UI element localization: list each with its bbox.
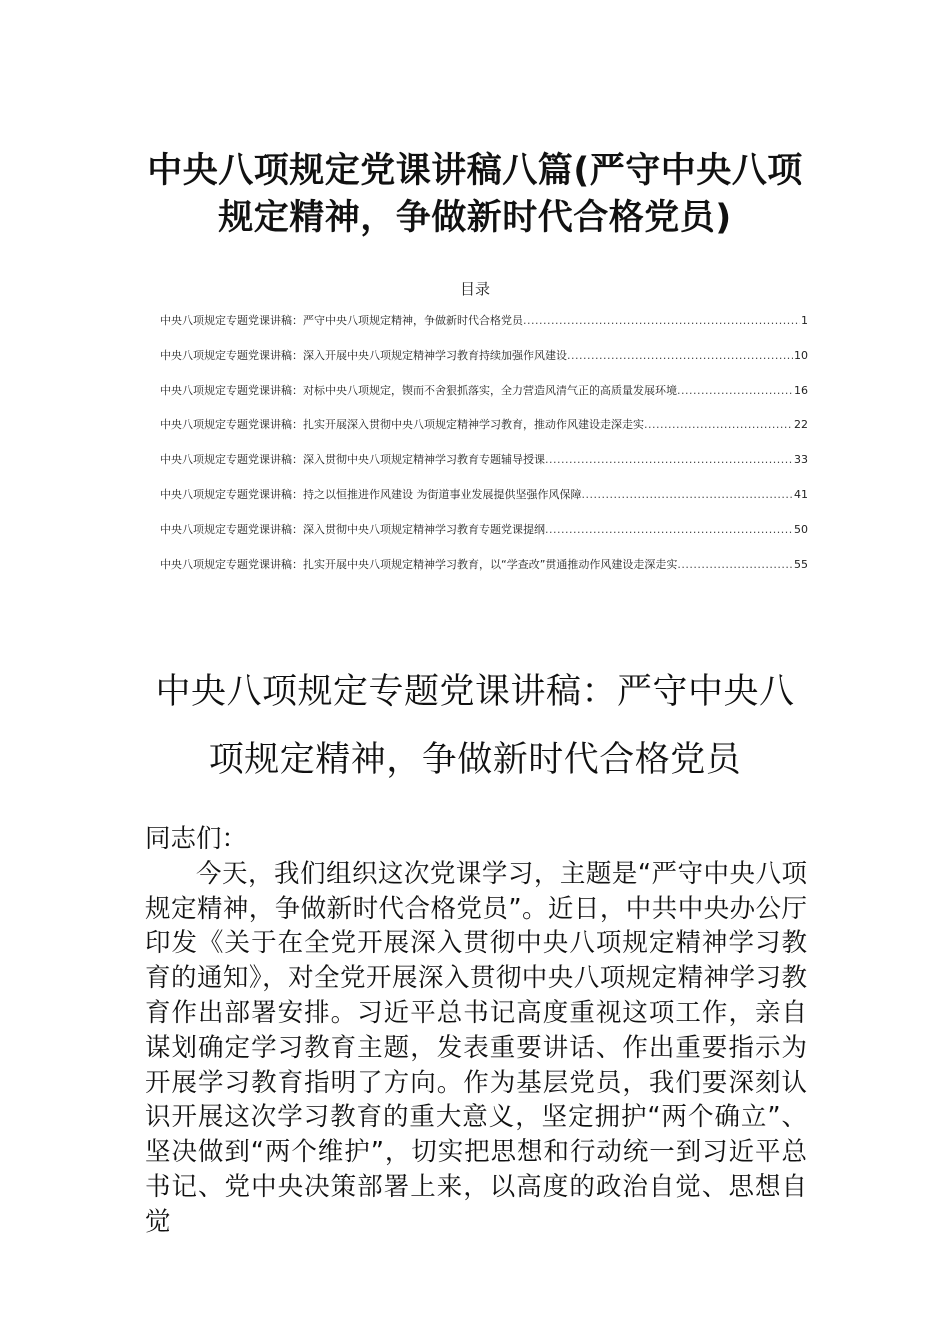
toc-entry-page: 55 [794, 557, 808, 571]
toc-entry-page: 1 [801, 314, 808, 327]
toc-entry-page: 22 [794, 418, 808, 432]
toc-entry-title: 中央八项规定专题党课讲稿：对标中央八项规定，锲而不舍狠抓落实，全力营造风清气正的高质量发展环境 [160, 383, 677, 397]
toc-entry-page: 33 [794, 453, 808, 467]
toc-entry-7[interactable] [160, 521, 808, 556]
toc-leader-dots [582, 488, 794, 501]
toc-heading: 目录 [459, 280, 490, 298]
toc-entry-title: 中央八项规定专题党课讲稿：严守中央八项规定精神，争做新时代合格党员 [160, 314, 523, 327]
toc-entry-title: 中央八项规定专题党课讲稿：扎实开展中央八项规定精神学习教育，以“学查改”贯通推动作风建设走深走实 [160, 557, 678, 571]
toc-entry-8[interactable] [160, 556, 808, 591]
toc-leader-dots [677, 384, 793, 397]
toc-entry-1[interactable] [160, 312, 808, 347]
body-paragraph: 今天，我们组织这次党课学习，主题是“严守中央八项规定精神，争做新时代合格党员”。近日，中共中央办公厅印发《关于在全党开展深入贯彻中央八项规定精神学习教育的通知》，对全党开展深入贯彻中央八项规定精神学习教育作出部署安排。习近平总书记高度重视这项工作，亲自谋划确定学习教育主题，发表重要讲话、作出重要指示为开展学习教育指明了方向。作为基层党员，我们要深刻认识开展这次学习教育的重大意义，坚定拥护“两个确立”、坚决做到“两个维护”，切实把思想和行动统一到习近平总书记、党中央决策部署上来，以高度的政治自觉、思想自觉 [145, 858, 807, 1237]
section-title-line-2: 项规定精神，争做新时代合格党员 [208, 740, 742, 780]
toc-entry-page: 10 [794, 348, 808, 362]
toc-entry-title: 中央八项规定专题党课讲稿：扎实开展深入贯彻中央八项规定精神学习教育，推动作风建设走深走实 [160, 418, 644, 432]
toc-entry-2[interactable] [160, 347, 808, 382]
toc-leader-dots [644, 418, 793, 431]
table-of-contents [160, 312, 808, 590]
greeting: 同志们： [145, 824, 248, 854]
toc-leader-dots [545, 453, 793, 466]
toc-leader-dots [545, 523, 793, 536]
toc-entry-title: 中央八项规定专题党课讲稿：持之以恒推进作风建设 为街道事业发展提供坚强作风保障 [160, 487, 582, 501]
toc-entry-title: 中央八项规定专题党课讲稿：深入贯彻中央八项规定精神学习教育专题党课提纲 [160, 522, 545, 536]
toc-leader-dots [523, 314, 800, 327]
toc-leader-dots [567, 349, 793, 362]
toc-entry-page: 50 [794, 522, 808, 536]
section-body [145, 822, 807, 1240]
toc-entry-title: 中央八项规定专题党课讲稿：深入贯彻中央八项规定精神学习教育专题辅导授课 [160, 453, 545, 467]
toc-entry-4[interactable] [160, 416, 808, 451]
document-title-line-1: 中央八项规定党课讲稿八篇(严守中央八项 [147, 151, 803, 191]
toc-entry-5[interactable] [160, 451, 808, 486]
toc-entry-page: 16 [794, 383, 808, 397]
toc-entry-3[interactable] [160, 382, 808, 417]
toc-entry-6[interactable] [160, 486, 808, 521]
section-title-line-1: 中央八项规定专题党课讲稿：严守中央八 [155, 672, 795, 712]
toc-entry-page: 41 [794, 487, 808, 501]
document-title-line-2: 规定精神，争做新时代合格党员) [218, 198, 732, 238]
toc-entry-title: 中央八项规定专题党课讲稿：深入开展中央八项规定精神学习教育持续加强作风建设 [160, 348, 567, 362]
toc-leader-dots [677, 558, 793, 571]
